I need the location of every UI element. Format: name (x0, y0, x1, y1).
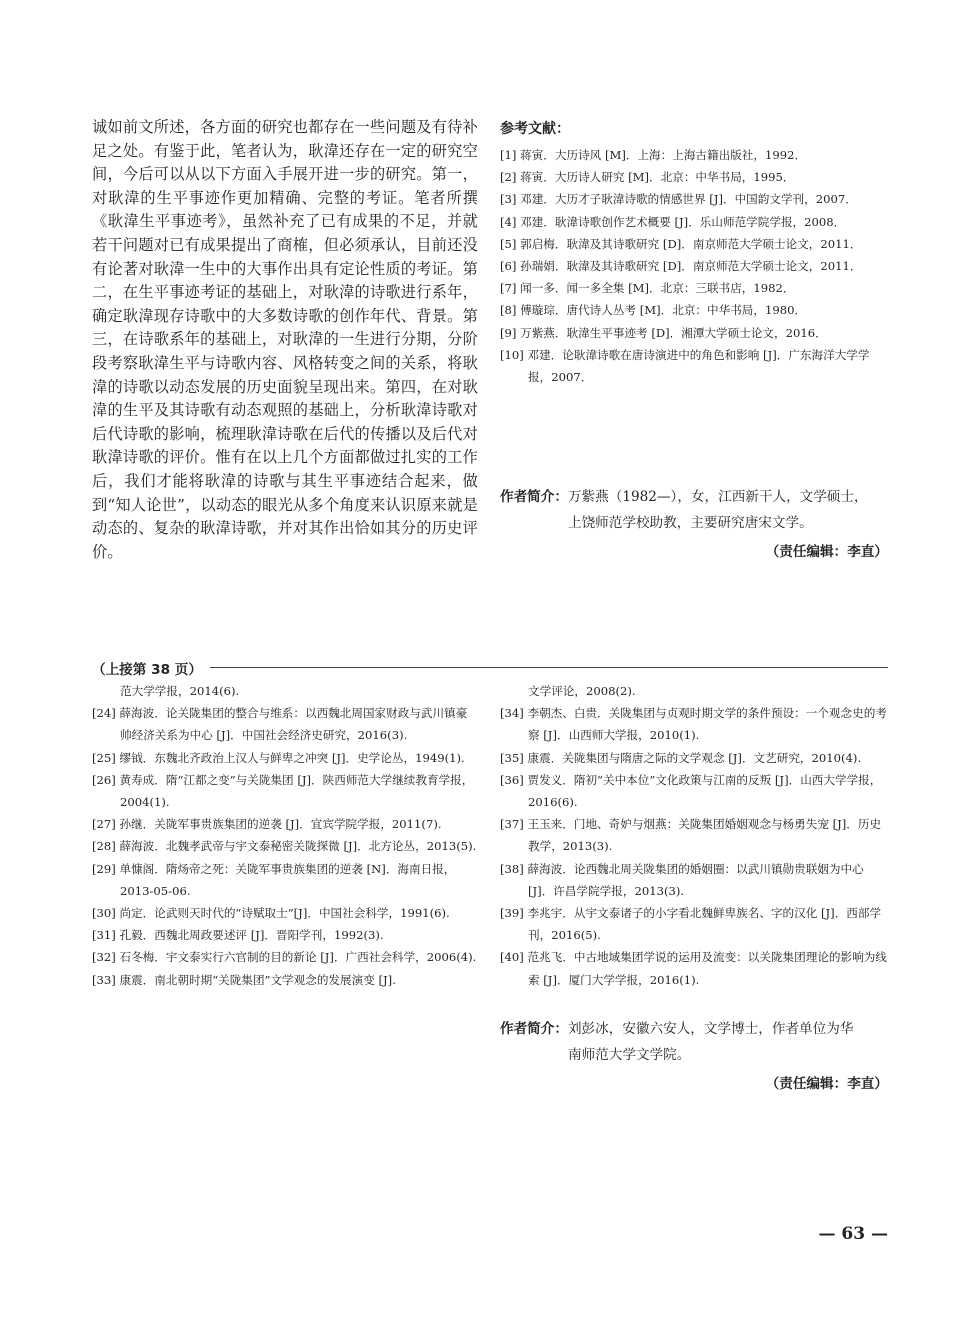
reference-item: [37] 王玉来．门地、奇妒与烟燕：关陇集团婚姻观念与杨勇失宠 [J]．历史教学，2013(3). (500, 817, 882, 854)
reference-item: [1] 蒋寅．大历诗风 [M]．上海：上海古籍出版社，1992． (500, 148, 807, 162)
author-bio-2 (500, 1016, 888, 1068)
continued-rule (92, 667, 888, 668)
reference-item: [8] 傅璇琮．唐代诗人丛考 [M]．北京：中华书局，1980． (500, 303, 807, 318)
reference-item: [9] 万紫燕．耿湋生平事迹考 [D]．湘潭大学硕士论文，2016． (500, 325, 827, 340)
reference-item: [5] 郭启梅．耿湋及其诗歌研究 [D]．南京师范大学硕士论文，2011． (500, 236, 862, 251)
reference-item: [26] 黄寿成．隋“江都之变”与关陇集团 [J]．陕西师范大学继续教育学报，2004(1). (92, 772, 474, 810)
reference-item: [33] 康震．南北朝时期“关陇集团”文学观念的发展演变 [J]. (92, 972, 396, 987)
reference-item: [38] 薛海波．论西魏北周关陇集团的婚姻圈：以武川镇勋贵联姻为中心 [J]．许昌学院学报，2013(3). (500, 861, 864, 898)
reference-item: [32] 石冬梅．宇文泰实行六官制的目的新论 [J]．广西社会科学，2006(4). (92, 950, 477, 965)
reference-item: [29] 单慷阁．隋炀帝之死：关陇军事贵族集团的逆袭 [N]．海南日报，2013-05-06. (92, 861, 456, 898)
author-bio-label: 作者简介： (500, 1021, 568, 1037)
reference-continuation: 范大学学报，2014(6). (120, 684, 240, 698)
author-bio-label: 作者简介： (500, 489, 568, 505)
reference-item: [36] 贾发义．隋初“关中本位”文化政策与江南的反叛 [J]．山西大学学报，2016(6). (500, 772, 882, 810)
reference-item: [4] 邓建．耿湋诗歌创作艺术概要 [J]．乐山师范学院学报，2008． (500, 214, 846, 229)
reference-item: [27] 孙继．关陇军事贵族集团的逆袭 [J]．宜宾学院学报，2011(7). (92, 817, 442, 832)
reference-item: [2] 蒋寅．大历诗人研究 [M]．北京：中华书局，1995． (500, 170, 795, 185)
author-bio-line1: 刘彭冰，安徽六安人，文学博士，作者单位为华 (567, 1021, 854, 1037)
reference-item: [35] 康震．关陇集团与隋唐之际的文学观念 [J]．文艺研究，2010(4). (500, 750, 862, 765)
reference-item: [31] 孔毅．西魏北周政要述评 [J]．晋阳学刊，1992(3). (92, 928, 384, 943)
reference-item: [30] 尚定．论武则天时代的“诗赋取士”[J]．中国社会科学，1991(6). (92, 906, 450, 921)
references-section (500, 118, 888, 388)
continued-references-right (500, 680, 888, 991)
references-title: 参考文献： (500, 121, 570, 137)
author-bio-line1: 万紫燕（1982—），女，江西新干人，文学硕士， (567, 489, 868, 505)
page-number: — 63 — (818, 1224, 888, 1244)
author-bio (500, 484, 888, 536)
reference-item: [3] 邓建．大历才子耿湋诗歌的情感世界 [J]．中国韵文学刊，2007． (500, 192, 857, 207)
responsible-editor: （责任编辑：李直） (765, 544, 888, 560)
reference-item: [24] 薛海波．论关陇集团的整合与维系：以西魏北周国家财政与武川镇豪帅经济关系为中心 [J]．中国社会经济史研究，2016(3). (92, 706, 468, 743)
responsible-editor-2: （责任编辑：李直） (765, 1076, 888, 1092)
author-bio-line2: 南师范大学文学院。 (568, 1047, 691, 1063)
reference-item: [28] 薛海波．北魏孝武帝与宇文泰秘密关陇探微 [J]．北方论丛，2013(5). (92, 839, 477, 854)
reference-item: [25] 缪钺．东魏北齐政治上汉人与鲜卑之冲突 [J]．史学论丛，1949(1). (92, 750, 465, 765)
reference-item: [10] 邓建．论耿湋诗歌在唐诗演进中的角色和影响 [J]．广东海洋大学学报，2007． (500, 347, 870, 385)
continued-header (92, 658, 888, 678)
continued-label: （上接第 38 页） (92, 658, 210, 678)
reference-item: [6] 孙瑞娟．耿湋及其诗歌研究 [D]．南京师范大学硕士论文，2011． (500, 259, 862, 274)
continued-references-left (92, 680, 478, 991)
reference-item: [34] 李朝杰、白贵．关陇集团与贞观时期文学的条件预设：一个观念史的考察 [J]．山西师大学报，2010(1). (500, 706, 887, 743)
reference-continuation: 文学评论，2008(2). (528, 684, 636, 698)
reference-item: [39] 李兆宇．从宇文泰诸子的小字看北魏鲜卑族名、字的汉化 [J]．西部学刊，2016(5). (500, 906, 882, 943)
references-list (500, 144, 888, 388)
body-paragraph: 诚如前文所述，各方面的研究也都存在一些问题及有待补足之处。有鉴于此，笔者认为，耿湋还存在一定的研究空间，今后可以从以下方面入手展开进一步的研究。第一，对耿湋的生平事迹作更加精确、完整的考证。笔者所撰《耿湋生平事迹考》，虽然补充了已有成果的不足，并就若干问题对已有成果提出了商榷，但必须承认，目前还没有论著对耿湋一生中的大事作出具有定论性质的考证。第二，在生平事迹考证的基础上，对耿湋的诗歌进行系年，确定耿湋现存诗歌中的大多数诗歌的创作年代、背景。第三，在诗歌系年的基础上，对耿湋的一生进行分期，分阶段考察耿湋生平与诗歌内容、风格转变之间的关系，将耿湋的诗歌以动态发展的历史面貌呈现出来。第四，在对耿湋的生平及其诗歌有动态观照的基础上，分析耿湋诗歌对后代诗歌的影响，梳理耿湋诗歌在后代的传播以及后代对耿湋诗歌的评价。惟有在以上几个方面都做过扎实的工作后，我们才能将耿湋的诗歌与其生平事迹结合起来，做到“知人论世”，以动态的眼光从多个角度来认识原来就是动态的、复杂的耿湋诗歌，并对其作出恰如其分的历史评价。 (92, 118, 478, 561)
reference-item: [7] 闻一多．闻一多全集 [M]．北京：三联书店，1982． (500, 281, 795, 296)
author-bio-line2: 上饶师范学校助教，主要研究唐宋文学。 (568, 515, 813, 531)
reference-item: [40] 范兆飞．中古地域集团学说的运用及流变：以关陇集团理论的影响为线索 [J]．厦门大学学报，2016(1). (500, 950, 887, 987)
